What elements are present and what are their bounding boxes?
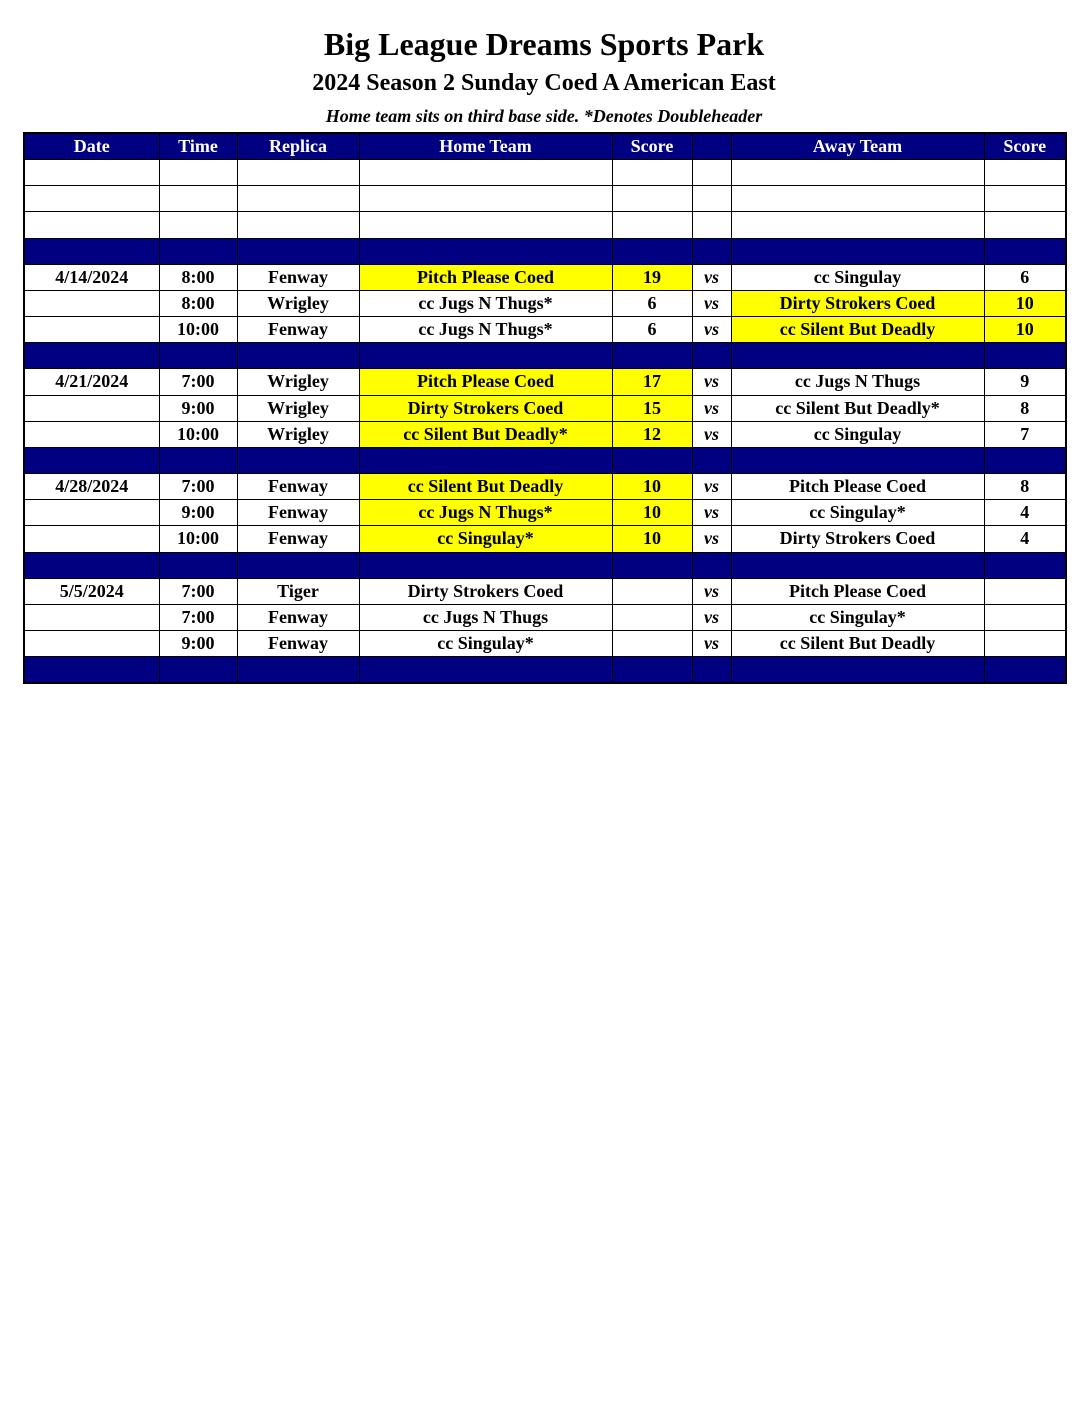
- away-score-cell: [984, 447, 1066, 473]
- header-replica: Replica: [237, 133, 359, 160]
- home-score-cell: 10: [612, 526, 692, 552]
- home-team-cell: cc Silent But Deadly: [359, 474, 612, 500]
- away-score-cell: 8: [984, 395, 1066, 421]
- away-team-cell: [731, 343, 984, 369]
- home-score-cell: [612, 604, 692, 630]
- away-team-cell: [731, 657, 984, 684]
- replica-cell: Fenway: [237, 604, 359, 630]
- vs-cell: vs: [692, 290, 731, 316]
- time-cell: 7:00: [159, 474, 237, 500]
- away-team-cell: cc Singulay*: [731, 604, 984, 630]
- vs-cell: [692, 212, 731, 238]
- home-team-cell: [359, 447, 612, 473]
- time-cell: [159, 238, 237, 264]
- header-vs: [692, 133, 731, 160]
- away-score-cell: [984, 212, 1066, 238]
- time-cell: [159, 186, 237, 212]
- home-team-cell: cc Singulay*: [359, 630, 612, 656]
- away-team-cell: cc Singulay: [731, 421, 984, 447]
- home-team-cell: [359, 657, 612, 684]
- blank-row: [24, 160, 1066, 186]
- schedule-note: Home team sits on third base side. *Denotes Doubleheader: [325, 106, 763, 126]
- home-score-cell: [612, 212, 692, 238]
- game-row: [24, 630, 1066, 656]
- game-row: [24, 578, 1066, 604]
- away-score-cell: [984, 552, 1066, 578]
- schedule-table: [23, 132, 1067, 684]
- home-score-cell: [612, 552, 692, 578]
- vs-cell: vs: [692, 264, 731, 290]
- game-row: [24, 317, 1066, 343]
- away-team-cell: cc Singulay*: [731, 500, 984, 526]
- replica-cell: Wrigley: [237, 395, 359, 421]
- away-team-cell: [731, 238, 984, 264]
- date-cell: [24, 526, 159, 552]
- replica-cell: [237, 447, 359, 473]
- separator-row: [24, 657, 1066, 684]
- away-score-cell: [984, 604, 1066, 630]
- vs-cell: vs: [692, 578, 731, 604]
- date-cell: 4/21/2024: [24, 369, 159, 395]
- home-score-cell: 10: [612, 474, 692, 500]
- home-team-cell: cc Jugs N Thugs*: [359, 317, 612, 343]
- game-row: [24, 395, 1066, 421]
- replica-cell: [237, 212, 359, 238]
- home-score-cell: [612, 447, 692, 473]
- page-title: Big League Dreams Sports Park: [323, 26, 765, 62]
- separator-row: [24, 238, 1066, 264]
- home-score-cell: [612, 186, 692, 212]
- home-score-cell: [612, 343, 692, 369]
- vs-cell: vs: [692, 630, 731, 656]
- away-score-cell: 10: [984, 290, 1066, 316]
- replica-cell: [237, 343, 359, 369]
- vs-cell: [692, 238, 731, 264]
- game-row: [24, 421, 1066, 447]
- away-score-cell: [984, 238, 1066, 264]
- away-score-cell: [984, 343, 1066, 369]
- away-score-cell: 9: [984, 369, 1066, 395]
- away-team-cell: Pitch Please Coed: [731, 578, 984, 604]
- date-cell: [24, 447, 159, 473]
- home-team-cell: [359, 186, 612, 212]
- game-row: [24, 604, 1066, 630]
- separator-row: [24, 343, 1066, 369]
- home-team-cell: Pitch Please Coed: [359, 369, 612, 395]
- vs-cell: vs: [692, 526, 731, 552]
- away-team-cell: [731, 160, 984, 186]
- home-team-cell: [359, 238, 612, 264]
- date-cell: [24, 421, 159, 447]
- time-cell: 9:00: [159, 395, 237, 421]
- time-cell: [159, 160, 237, 186]
- home-team-cell: cc Jugs N Thugs*: [359, 290, 612, 316]
- replica-cell: Fenway: [237, 630, 359, 656]
- table-header-row: [24, 133, 1066, 160]
- away-team-cell: cc Silent But Deadly: [731, 317, 984, 343]
- date-cell: 4/28/2024: [24, 474, 159, 500]
- replica-cell: Wrigley: [237, 290, 359, 316]
- time-cell: [159, 447, 237, 473]
- replica-cell: [237, 238, 359, 264]
- home-score-cell: 12: [612, 421, 692, 447]
- date-cell: [24, 290, 159, 316]
- header-home-score: Score: [612, 133, 692, 160]
- date-cell: [24, 238, 159, 264]
- away-team-cell: Dirty Strokers Coed: [731, 290, 984, 316]
- header-home-team: Home Team: [359, 133, 612, 160]
- game-row: [24, 526, 1066, 552]
- time-cell: 9:00: [159, 630, 237, 656]
- away-score-cell: [984, 657, 1066, 684]
- vs-cell: vs: [692, 421, 731, 447]
- home-score-cell: [612, 657, 692, 684]
- home-score-cell: 17: [612, 369, 692, 395]
- home-score-cell: 15: [612, 395, 692, 421]
- time-cell: 8:00: [159, 264, 237, 290]
- time-cell: 7:00: [159, 604, 237, 630]
- home-team-cell: Dirty Strokers Coed: [359, 395, 612, 421]
- home-score-cell: 6: [612, 290, 692, 316]
- away-score-cell: 6: [984, 264, 1066, 290]
- replica-cell: [237, 552, 359, 578]
- vs-cell: vs: [692, 369, 731, 395]
- header-time: Time: [159, 133, 237, 160]
- game-row: [24, 290, 1066, 316]
- date-cell: 5/5/2024: [24, 578, 159, 604]
- away-team-cell: cc Silent But Deadly: [731, 630, 984, 656]
- time-cell: [159, 657, 237, 684]
- replica-cell: Fenway: [237, 317, 359, 343]
- date-cell: [24, 395, 159, 421]
- home-team-cell: Pitch Please Coed: [359, 264, 612, 290]
- time-cell: 7:00: [159, 578, 237, 604]
- replica-cell: Fenway: [237, 526, 359, 552]
- date-cell: [24, 657, 159, 684]
- vs-cell: [692, 552, 731, 578]
- replica-cell: Tiger: [237, 578, 359, 604]
- game-row: [24, 474, 1066, 500]
- schedule-body: [24, 160, 1066, 684]
- time-cell: [159, 212, 237, 238]
- home-team-cell: [359, 552, 612, 578]
- away-team-cell: [731, 447, 984, 473]
- replica-cell: Fenway: [237, 264, 359, 290]
- away-team-cell: [731, 552, 984, 578]
- vs-cell: [692, 657, 731, 684]
- date-cell: [24, 317, 159, 343]
- time-cell: 7:00: [159, 369, 237, 395]
- home-score-cell: [612, 630, 692, 656]
- home-team-cell: cc Silent But Deadly*: [359, 421, 612, 447]
- time-cell: 10:00: [159, 421, 237, 447]
- date-cell: [24, 186, 159, 212]
- away-score-cell: 7: [984, 421, 1066, 447]
- blank-row: [24, 212, 1066, 238]
- away-team-cell: cc Jugs N Thugs: [731, 369, 984, 395]
- away-score-cell: [984, 630, 1066, 656]
- time-cell: 10:00: [159, 526, 237, 552]
- away-team-cell: Dirty Strokers Coed: [731, 526, 984, 552]
- vs-cell: [692, 160, 731, 186]
- home-team-cell: [359, 212, 612, 238]
- vs-cell: vs: [692, 474, 731, 500]
- time-cell: [159, 343, 237, 369]
- game-row: [24, 264, 1066, 290]
- replica-cell: [237, 186, 359, 212]
- vs-cell: vs: [692, 500, 731, 526]
- away-score-cell: [984, 186, 1066, 212]
- game-row: [24, 500, 1066, 526]
- time-cell: 8:00: [159, 290, 237, 316]
- replica-cell: Wrigley: [237, 421, 359, 447]
- date-cell: [24, 500, 159, 526]
- away-score-cell: 4: [984, 526, 1066, 552]
- home-team-cell: Dirty Strokers Coed: [359, 578, 612, 604]
- date-cell: [24, 552, 159, 578]
- date-cell: [24, 630, 159, 656]
- away-score-cell: [984, 160, 1066, 186]
- date-cell: 4/14/2024: [24, 264, 159, 290]
- vs-cell: [692, 186, 731, 212]
- home-score-cell: [612, 578, 692, 604]
- home-team-cell: cc Jugs N Thugs: [359, 604, 612, 630]
- away-team-cell: cc Singulay: [731, 264, 984, 290]
- away-team-cell: cc Silent But Deadly*: [731, 395, 984, 421]
- time-cell: 10:00: [159, 317, 237, 343]
- header-date: Date: [24, 133, 159, 160]
- home-team-cell: cc Jugs N Thugs*: [359, 500, 612, 526]
- home-team-cell: cc Singulay*: [359, 526, 612, 552]
- home-team-cell: [359, 343, 612, 369]
- away-team-cell: Pitch Please Coed: [731, 474, 984, 500]
- vs-cell: [692, 343, 731, 369]
- separator-row: [24, 447, 1066, 473]
- home-score-cell: [612, 238, 692, 264]
- date-cell: [24, 160, 159, 186]
- vs-cell: vs: [692, 395, 731, 421]
- replica-cell: [237, 160, 359, 186]
- game-row: [24, 369, 1066, 395]
- away-score-cell: 8: [984, 474, 1066, 500]
- vs-cell: [692, 447, 731, 473]
- vs-cell: vs: [692, 317, 731, 343]
- date-cell: [24, 212, 159, 238]
- away-score-cell: [984, 578, 1066, 604]
- separator-row: [24, 552, 1066, 578]
- replica-cell: [237, 657, 359, 684]
- time-cell: [159, 552, 237, 578]
- home-team-cell: [359, 160, 612, 186]
- header-away-score: Score: [984, 133, 1066, 160]
- replica-cell: Wrigley: [237, 369, 359, 395]
- away-score-cell: 4: [984, 500, 1066, 526]
- date-cell: [24, 343, 159, 369]
- replica-cell: Fenway: [237, 500, 359, 526]
- date-cell: [24, 604, 159, 630]
- home-score-cell: 10: [612, 500, 692, 526]
- header-away-team: Away Team: [731, 133, 984, 160]
- replica-cell: Fenway: [237, 474, 359, 500]
- time-cell: 9:00: [159, 500, 237, 526]
- away-team-cell: [731, 186, 984, 212]
- home-score-cell: [612, 160, 692, 186]
- page-subtitle: 2024 Season 2 Sunday Coed A American East: [312, 70, 776, 96]
- away-score-cell: 10: [984, 317, 1066, 343]
- blank-row: [24, 186, 1066, 212]
- home-score-cell: 6: [612, 317, 692, 343]
- away-team-cell: [731, 212, 984, 238]
- home-score-cell: 19: [612, 264, 692, 290]
- vs-cell: vs: [692, 604, 731, 630]
